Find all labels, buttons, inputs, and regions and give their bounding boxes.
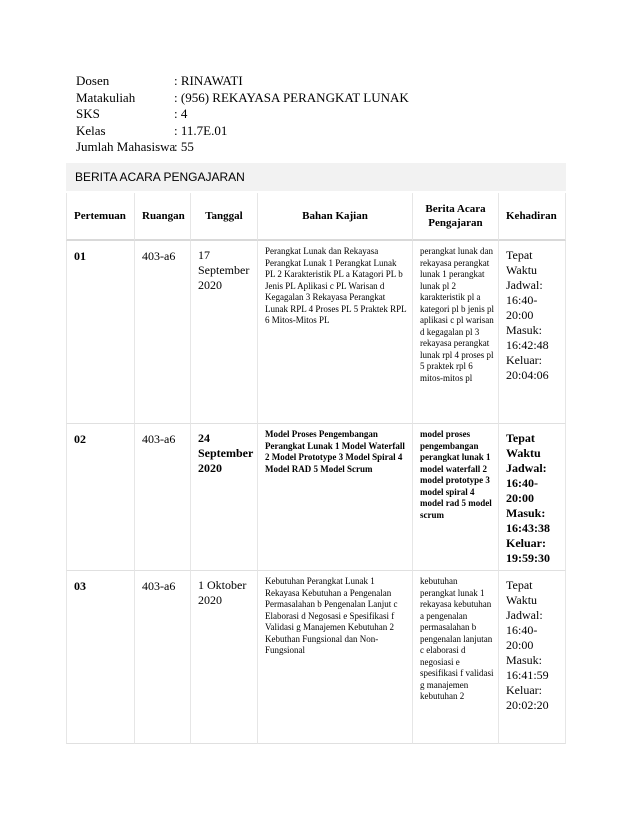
cell-tanggal: 1 Oktober 2020 [190,571,257,744]
info-row-matakuliah [76,90,409,107]
info-value: : RINAWATI [174,73,243,88]
table-row [66,241,566,424]
cell-tanggal: 17 September 2020 [190,241,257,424]
cell-bahan-kajian: Perangkat Lunak dan Rekayasa Perangkat Lunak 1 Perangkat Lunak PL 2 Karakteristik PL a Katagori PL b Jenis PL Aplikasi c PL Warisan d Kegagalan 3 Rekayasa Perangkat Lunak RPL 4 Proses PL 5 Praktek RPL 6 Mitos-Mitos PL [257,241,412,424]
course-info [76,73,409,156]
info-row-jumlah-mahasiswa [76,139,409,156]
info-row-kelas [76,123,409,140]
table-row [66,571,566,744]
header-pertemuan: Pertemuan [66,193,134,241]
cell-kehadiran: Tepat Waktu Jadwal: 16:40-20:00 Masuk: 16:41:59 Keluar: 20:02:20 [498,571,566,744]
info-key: Dosen [76,73,110,88]
cell-tanggal: 24 September 2020 [190,424,257,571]
cell-ruangan: 403-a6 [134,241,190,424]
header-tanggal: Tanggal [190,193,257,241]
info-value: : 11.7E.01 [174,122,228,138]
header-ruangan: Ruangan [134,193,190,241]
section-title: BERITA ACARA PENGAJARAN [66,163,566,191]
cell-ruangan: 403-a6 [134,571,190,744]
cell-berita-acara: kebutuhan perangkat lunak 1 rekayasa kebutuhan a pengenalan permasalahan b pengenalan lanjutan c elaborasi d negosiasi e spesifikasi f validasi g manajemen kebutuhan 2 [412,571,498,744]
cell-kehadiran: Tepat Waktu Jadwal: 16:40-20:00 Masuk: 16:43:38 Keluar: 19:59:30 [498,424,566,571]
table-header-row [66,193,566,241]
info-key: Jumlah Mahasiswa [76,139,176,154]
info-value: : 55 [174,139,194,154]
cell-bahan-kajian: Kebutuhan Perangkat Lunak 1 Rekayasa Kebutuhan a Pengenalan Permasalahan b Pengenalan Lanjut c Elaborasi d Negosasi e Spesifikasi f Validasi g Manajemen Kebutuhan 2 Kebuthan Fungsional dan Non-Fungsional [257,571,412,744]
info-row-sks [76,106,409,123]
info-value: : (956) REKAYASA PERANGKAT LUNAK [174,89,409,105]
cell-pertemuan: 02 [66,424,134,571]
header-berita-acara: Berita Acara Pengajaran [412,193,498,241]
info-key: Kelas [76,122,106,138]
cell-berita-acara: perangkat lunak dan rekayasa perangkat lunak 1 perangkat lunak pl 2 karakteristik pl a kategori pl b jenis pl aplikasi c pl warisan d kegagalan pl 3 rekayasa perangkat lunak rpl 4 proses pl 5 praktek rpl 6 mitos-mitos pl [412,241,498,424]
table-row [66,424,566,571]
cell-berita-acara: model proses pengembangan perangkat lunak 1 model waterfall 2 model prototype 3 model spiral 4 model rad 5 model scrum [412,424,498,571]
info-row-dosen [76,73,409,90]
header-kehadiran: Kehadiran [498,193,566,241]
cell-pertemuan: 01 [66,241,134,424]
cell-ruangan: 403-a6 [134,424,190,571]
cell-pertemuan: 03 [66,571,134,744]
header-bahan-kajian: Bahan Kajian [257,193,412,241]
cell-kehadiran: Tepat Waktu Jadwal: 16:40-20:00 Masuk: 16:42:48 Keluar: 20:04:06 [498,241,566,424]
info-key: Matakuliah [76,89,136,105]
info-key: SKS [76,106,100,121]
info-value: : 4 [174,106,188,121]
cell-bahan-kajian: Model Proses Pengembangan Perangkat Lunak 1 Model Waterfall 2 Model Prototype 3 Model Spiral 4 Model RAD 5 Model Scrum [257,424,412,571]
teaching-record-table [66,193,566,744]
